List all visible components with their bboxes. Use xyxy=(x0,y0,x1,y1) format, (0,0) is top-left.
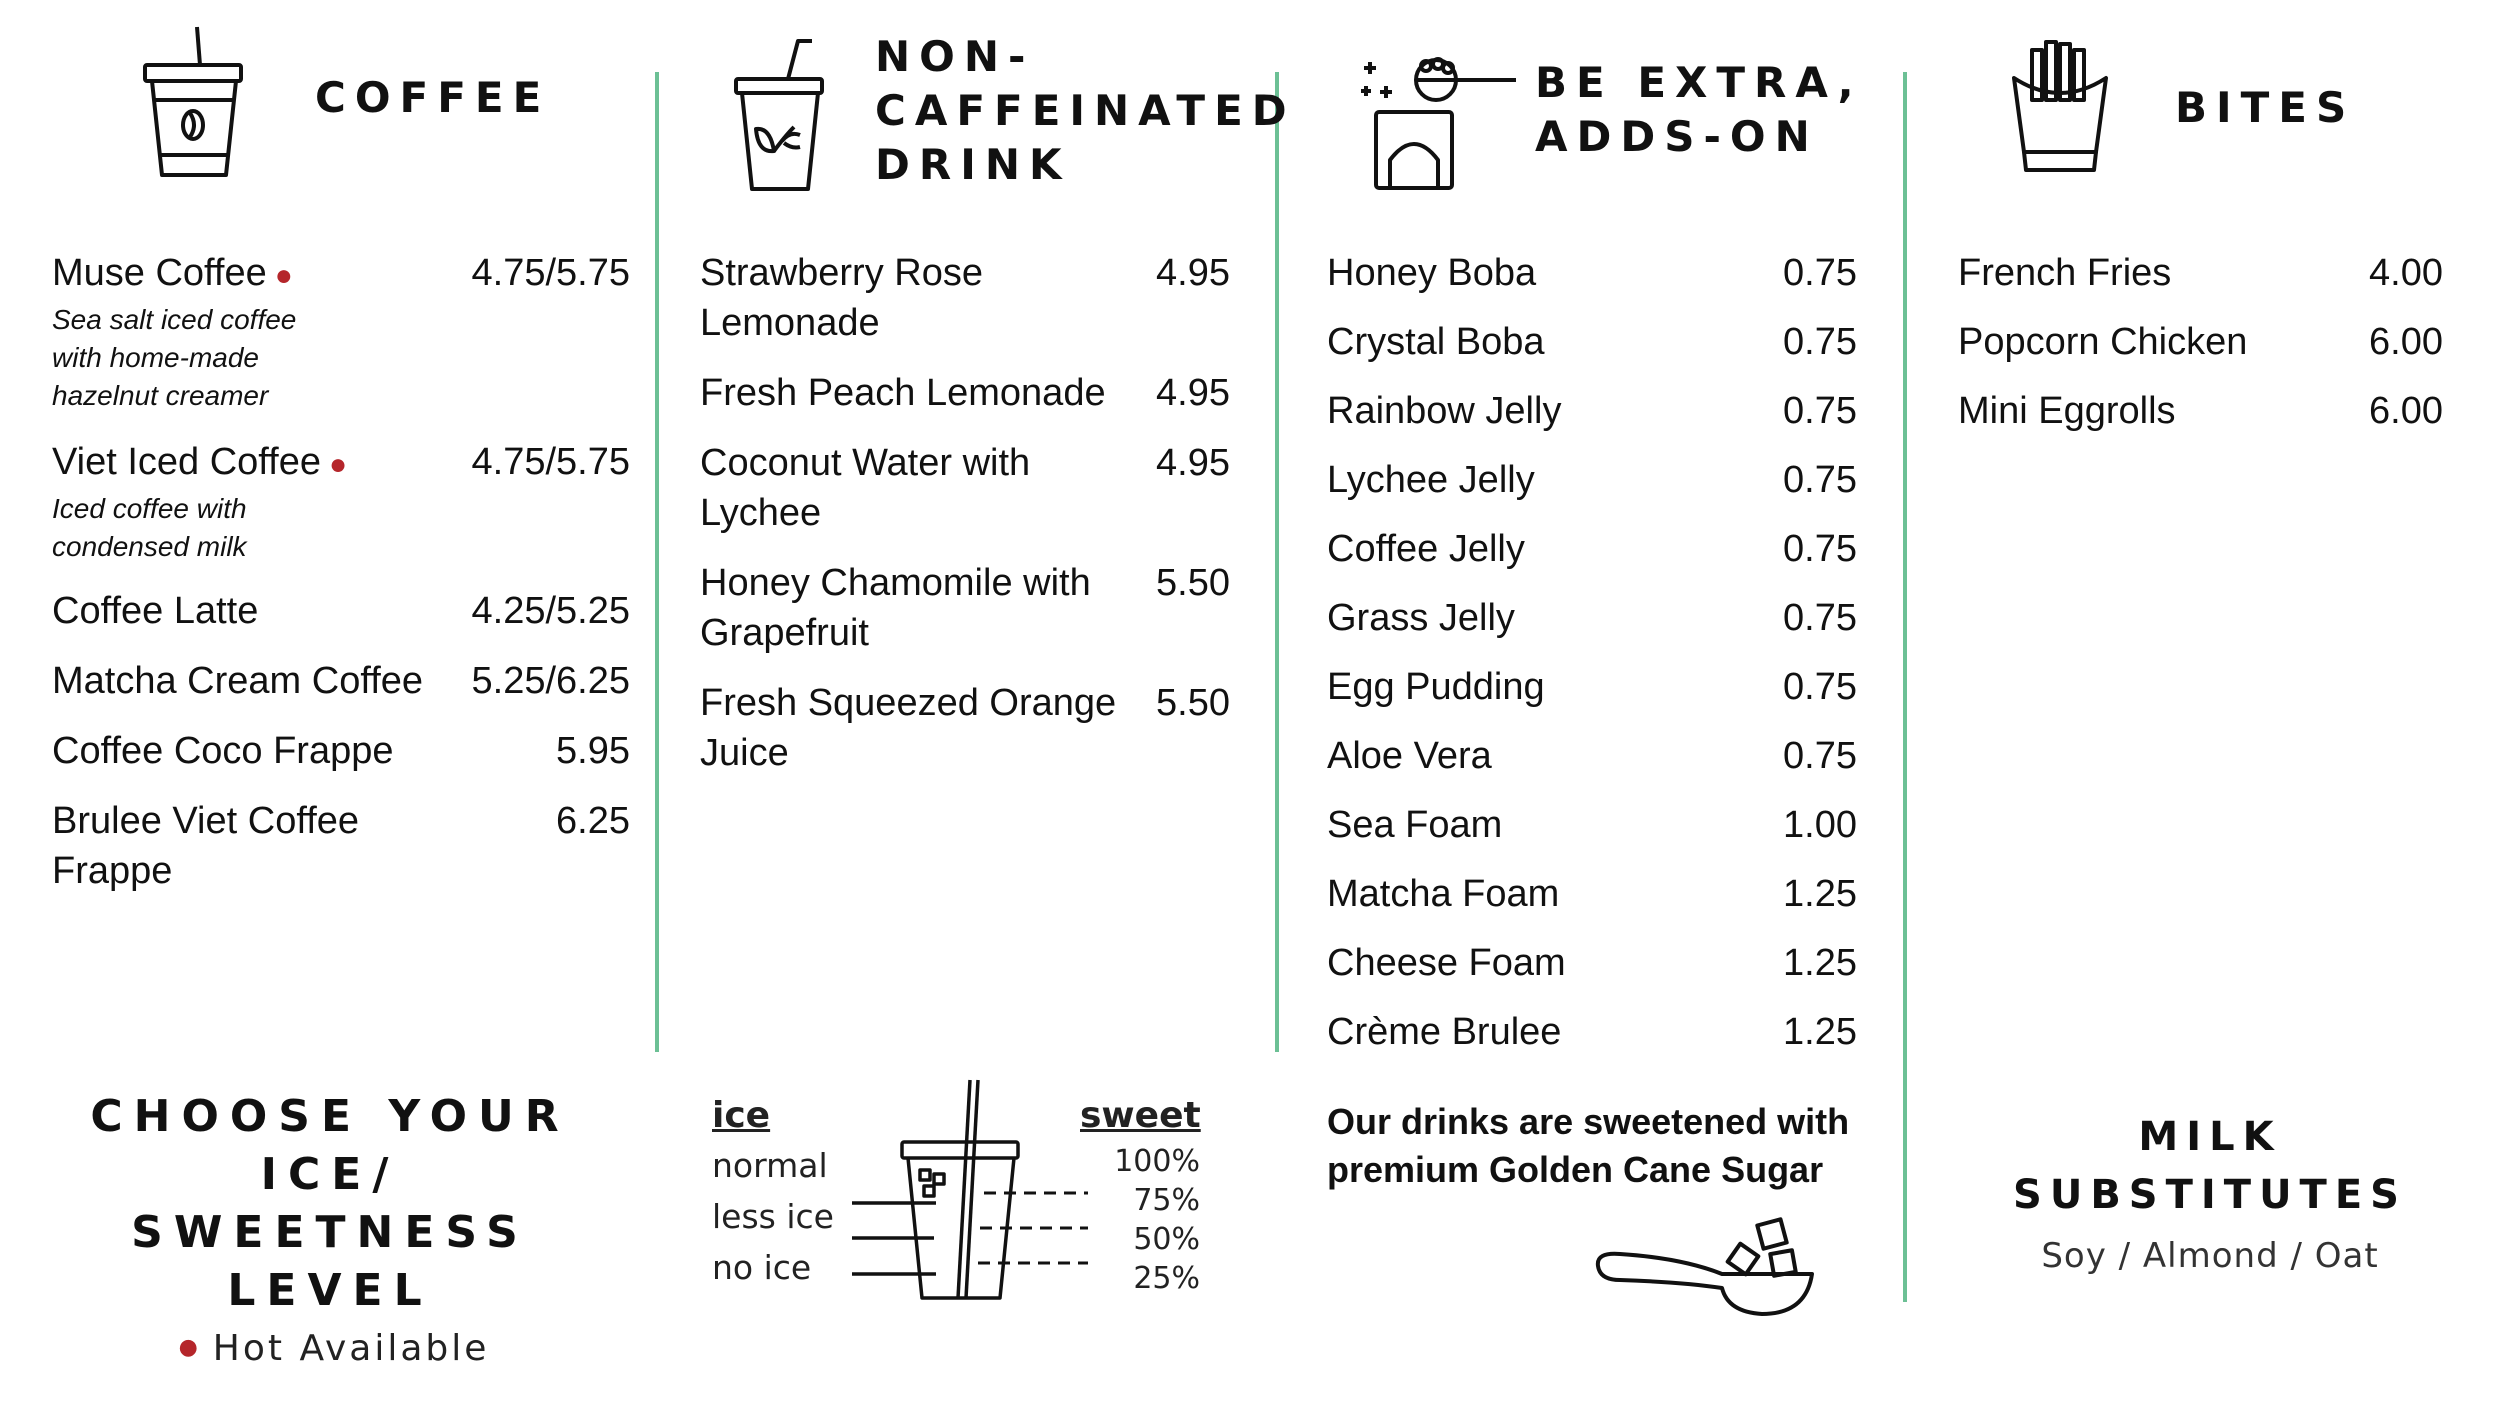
addons-title xyxy=(1535,56,1863,164)
sugar-note-line-2: premium Golden Cane Sugar xyxy=(1327,1149,1824,1190)
column-divider-1 xyxy=(655,72,659,1052)
menu-item xyxy=(52,656,630,706)
item-name: Brulee Viet Coffee Frappe xyxy=(52,800,360,892)
item-price: 6.00 xyxy=(2369,390,2443,432)
menu-item xyxy=(52,437,630,566)
item-name: French Fries xyxy=(1958,252,2172,294)
ice-level-option: normal xyxy=(712,1146,828,1185)
non-caffeinated-title xyxy=(875,30,1296,192)
menu-item xyxy=(1958,248,2443,317)
item-name: Mini Eggrolls xyxy=(1958,390,2176,432)
item-price: 1.25 xyxy=(1783,873,1857,915)
sweet-label: sweet xyxy=(1080,1095,1201,1136)
ice-label: ice xyxy=(712,1095,771,1136)
menu-item xyxy=(700,438,1230,538)
menu-item xyxy=(700,678,1230,778)
bites-title-text: BITES xyxy=(2175,82,2356,132)
milk-substitutes xyxy=(1950,1108,2470,1276)
item-name: Coconut Water with Lychee xyxy=(700,442,1031,534)
column-divider-2 xyxy=(1275,72,1279,1052)
column-divider-3 xyxy=(1903,72,1907,1302)
item-name: Honey Boba xyxy=(1327,252,1537,294)
menu-item xyxy=(1327,800,1857,869)
ice-sweetness-heading xyxy=(30,1088,630,1369)
item-name: Coffee Latte xyxy=(52,590,259,632)
item-name: Coffee Coco Frappe xyxy=(52,730,394,772)
item-price: 0.75 xyxy=(1783,321,1857,363)
french-fries-icon xyxy=(2010,40,2110,175)
menu-item xyxy=(1327,317,1857,386)
item-name: Aloe Vera xyxy=(1327,735,1492,777)
menu-item xyxy=(700,558,1230,658)
item-desc: Iced coffee with condensed milk xyxy=(52,493,247,562)
sweet-level-option: 75% xyxy=(1133,1183,1200,1218)
hot-available-note: ● Hot Available xyxy=(178,1328,490,1369)
item-name: Rainbow Jelly xyxy=(1327,390,1562,432)
item-price: 5.50 xyxy=(1156,682,1230,724)
item-price: 0.75 xyxy=(1783,666,1857,708)
item-price: 4.25/5.25 xyxy=(471,590,630,632)
item-name: Muse Coffee ● xyxy=(52,252,293,294)
milk-substitutes-options: Soy / Almond / Oat xyxy=(2041,1236,2379,1276)
tea-cup-leaf-icon xyxy=(730,31,830,191)
boba-scoop-icon xyxy=(1360,50,1520,190)
item-name: Popcorn Chicken xyxy=(1958,321,2248,363)
coffee-title-text: COFFEE xyxy=(315,72,551,122)
item-name: Honey Chamomile with Grapefruit xyxy=(700,562,1091,654)
sweet-level-option: 25% xyxy=(1133,1261,1200,1296)
item-price: 6.25 xyxy=(556,800,630,842)
item-name: Lychee Jelly xyxy=(1327,459,1535,501)
ice-level-option: no ice xyxy=(712,1248,812,1287)
menu-item xyxy=(1327,662,1857,731)
ice-level-option: less ice xyxy=(712,1197,834,1236)
hot-dot-icon: ● xyxy=(329,448,348,481)
item-name: Matcha Cream Coffee xyxy=(52,660,424,702)
item-price: 0.75 xyxy=(1783,252,1857,294)
item-price: 1.00 xyxy=(1783,804,1857,846)
addons-menu xyxy=(1327,248,1857,1076)
menu-item xyxy=(1327,248,1857,317)
sweet-level-list xyxy=(1080,1092,1200,1298)
item-name: Viet Iced Coffee ● xyxy=(52,441,348,483)
item-price: 0.75 xyxy=(1783,735,1857,777)
item-price: 1.25 xyxy=(1783,942,1857,984)
item-price: 4.95 xyxy=(1156,442,1230,484)
milk-substitutes-title: MILK SUBSTITUTES xyxy=(2013,1114,2407,1218)
iced-coffee-cup-icon xyxy=(140,25,250,180)
item-name: Cheese Foam xyxy=(1327,942,1566,984)
non-caffeinated-menu xyxy=(700,248,1230,778)
sugar-spoon-icon xyxy=(1592,1208,1822,1318)
menu-item xyxy=(1327,1007,1857,1076)
item-name: Fresh Squeezed Orange Juice xyxy=(700,682,1117,774)
menu-item xyxy=(700,368,1230,418)
menu-item xyxy=(700,248,1230,348)
addons-title-line-1: BE EXTRA, xyxy=(1535,58,1863,107)
ice-level-list xyxy=(712,1092,834,1293)
bites-menu xyxy=(1958,248,2443,455)
item-price: 0.75 xyxy=(1783,390,1857,432)
item-price: 0.75 xyxy=(1783,528,1857,570)
menu-item xyxy=(52,248,630,415)
item-price: 5.50 xyxy=(1156,562,1230,604)
item-price: 1.25 xyxy=(1783,1011,1857,1053)
ice-sweetness-cup-icon xyxy=(850,1078,1090,1303)
bites-header xyxy=(2010,40,2355,175)
item-price: 4.95 xyxy=(1156,372,1230,414)
menu-item xyxy=(1958,386,2443,455)
item-price: 4.75/5.75 xyxy=(471,252,630,294)
ice-sweetness-title-line-2: SWEETNESS LEVEL xyxy=(131,1207,529,1316)
item-name: Sea Foam xyxy=(1327,804,1503,846)
menu-item xyxy=(1327,869,1857,938)
menu-item xyxy=(1327,731,1857,800)
sugar-note xyxy=(1327,1098,1849,1194)
item-name: Crème Brulee xyxy=(1327,1011,1562,1053)
item-name: Matcha Foam xyxy=(1327,873,1560,915)
item-price: 6.00 xyxy=(2369,321,2443,363)
menu-item xyxy=(52,586,630,636)
item-price: 5.95 xyxy=(556,730,630,772)
item-price: 5.25/6.25 xyxy=(471,660,630,702)
item-name: Fresh Peach Lemonade xyxy=(700,372,1106,414)
menu-item xyxy=(1327,386,1857,455)
item-name: Strawberry Rose Lemonade xyxy=(700,252,983,344)
item-name: Egg Pudding xyxy=(1327,666,1545,708)
menu-item xyxy=(1327,938,1857,1007)
coffee-menu xyxy=(52,248,630,896)
menu-item xyxy=(1327,593,1857,662)
addons-title-line-2: ADDS-ON xyxy=(1535,112,1819,161)
non-caffeinated-header xyxy=(730,30,1296,192)
item-name: Coffee Jelly xyxy=(1327,528,1525,570)
coffee-header xyxy=(140,25,550,180)
item-name: Grass Jelly xyxy=(1327,597,1515,639)
addons-header xyxy=(1360,50,1863,190)
bites-title xyxy=(2175,81,2355,135)
item-name: Crystal Boba xyxy=(1327,321,1545,363)
item-desc: Sea salt iced coffee with home-made hazelnut creamer xyxy=(52,304,297,411)
item-price: 4.00 xyxy=(2369,252,2443,294)
item-price: 4.75/5.75 xyxy=(471,441,630,483)
item-price: 0.75 xyxy=(1783,597,1857,639)
item-price: 0.75 xyxy=(1783,459,1857,501)
non-caffeinated-title-line-1: NON- xyxy=(875,32,1035,81)
sweet-level-option: 50% xyxy=(1133,1222,1200,1257)
menu-item xyxy=(52,726,630,776)
menu-item xyxy=(1327,455,1857,524)
hot-dot-icon: ● xyxy=(274,259,293,292)
sugar-note-line-1: Our drinks are sweetened with xyxy=(1327,1101,1850,1142)
sweet-level-option: 100% xyxy=(1114,1144,1200,1179)
non-caffeinated-title-line-2: CAFFEINATED xyxy=(875,86,1296,135)
hot-dot-icon: ● xyxy=(178,1335,201,1360)
coffee-title xyxy=(315,71,550,125)
menu-item xyxy=(1958,317,2443,386)
menu-item xyxy=(1327,524,1857,593)
menu-item xyxy=(52,796,630,896)
non-caffeinated-title-line-3: DRINK xyxy=(875,140,1071,189)
ice-sweetness-title-line-1: CHOOSE YOUR ICE/ xyxy=(90,1091,570,1200)
item-price: 4.95 xyxy=(1156,252,1230,294)
